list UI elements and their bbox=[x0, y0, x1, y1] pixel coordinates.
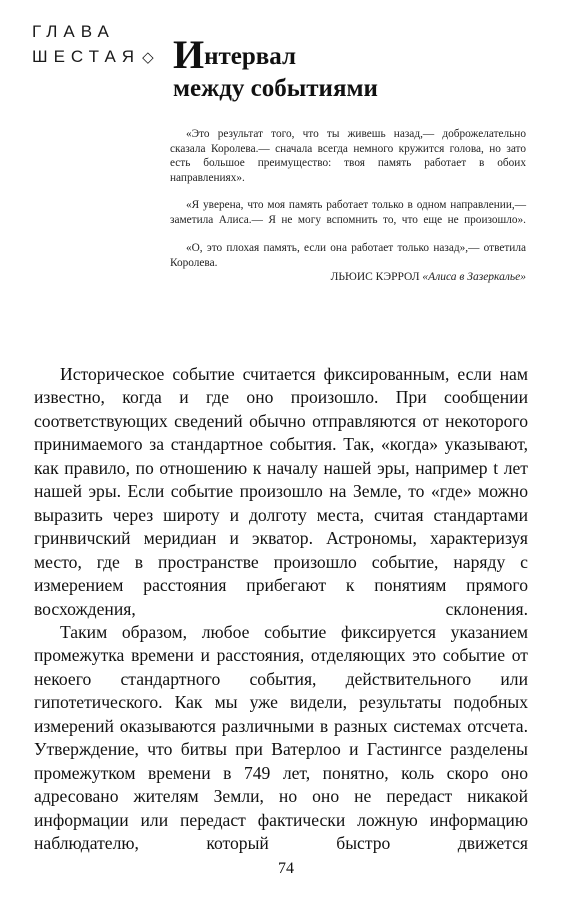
chapter-number-word: ШЕСТАЯ bbox=[32, 47, 141, 66]
epigraph-attribution bbox=[266, 270, 526, 284]
body-paragraph-2: Таким образом, любое событие фиксируется указанием промежутка времени и расстояния, отделяющих это событие от некоего стандартного события, действительного или гипотетического. Как мы уже видели, результаты подобных измерений оказываются различными в разных системах отсчета. Утверждение, что битвы при Ватерлоо и Гастингсе разделены промежутком времени в 749 лет, понятно, коль скоро оно адресовано жителям Земли, но оно не передаст никакой информации или передаст фактически ложную информацию наблюдателю, который быстро движется bbox=[34, 622, 528, 854]
epigraph-source: «Алиса в Зазеркалье» bbox=[422, 271, 526, 283]
page-number: 74 bbox=[278, 860, 294, 877]
epigraph-paragraph-2: «Я уверена, что моя память работает только в одном направлении,— заметила Алиса.— Я не могу вспомнить то, что еще не произошло». bbox=[170, 199, 526, 226]
chapter-label-word: ГЛАВА bbox=[32, 22, 115, 41]
body-paragraph-1: Историческое событие считается фиксированным, если нам известно, когда и где оно произошло. При сообщении соответствующих сведений обычно отправляются от некоторого принимаемого за стандартное события. Так, «когда» указывают, как правило, по отношению к началу нашей эры, например t лет нашей эры. Если событие произошло на Земле, то «где» можно выразить через широту и долготу места, считая стандартами гринвичский меридиан и экватор. Астрономы, характеризуя место, где в пространстве произошло событие, наряду с измерением расстояния прибегают к понятиям прямого восхождения, склонения. bbox=[34, 364, 528, 619]
epigraph-author: ЛЬЮИС КЭРРОЛ bbox=[330, 271, 420, 283]
chapter-title-line2: между событиями bbox=[173, 75, 378, 102]
diamond-ornament-icon: ◇ bbox=[142, 49, 154, 66]
chapter-title-line1 bbox=[173, 32, 297, 77]
epigraph-paragraph-3: «О, это плохая память, если она работает только назад»,— ответила Королева. bbox=[170, 242, 526, 269]
epigraph-paragraph-1: «Это результат того, что ты живешь назад,— доброжелательно сказала Королева.— сначала всегда немного кружится голова, но зато есть большое преимущество: твоя память работает в обоих направлениях». bbox=[170, 128, 526, 184]
chapter-label-line2 bbox=[32, 47, 154, 68]
title-line1-text: нтервал bbox=[204, 43, 297, 70]
chapter-label-line1 bbox=[32, 22, 115, 42]
title-drop-letter: И bbox=[173, 32, 205, 77]
